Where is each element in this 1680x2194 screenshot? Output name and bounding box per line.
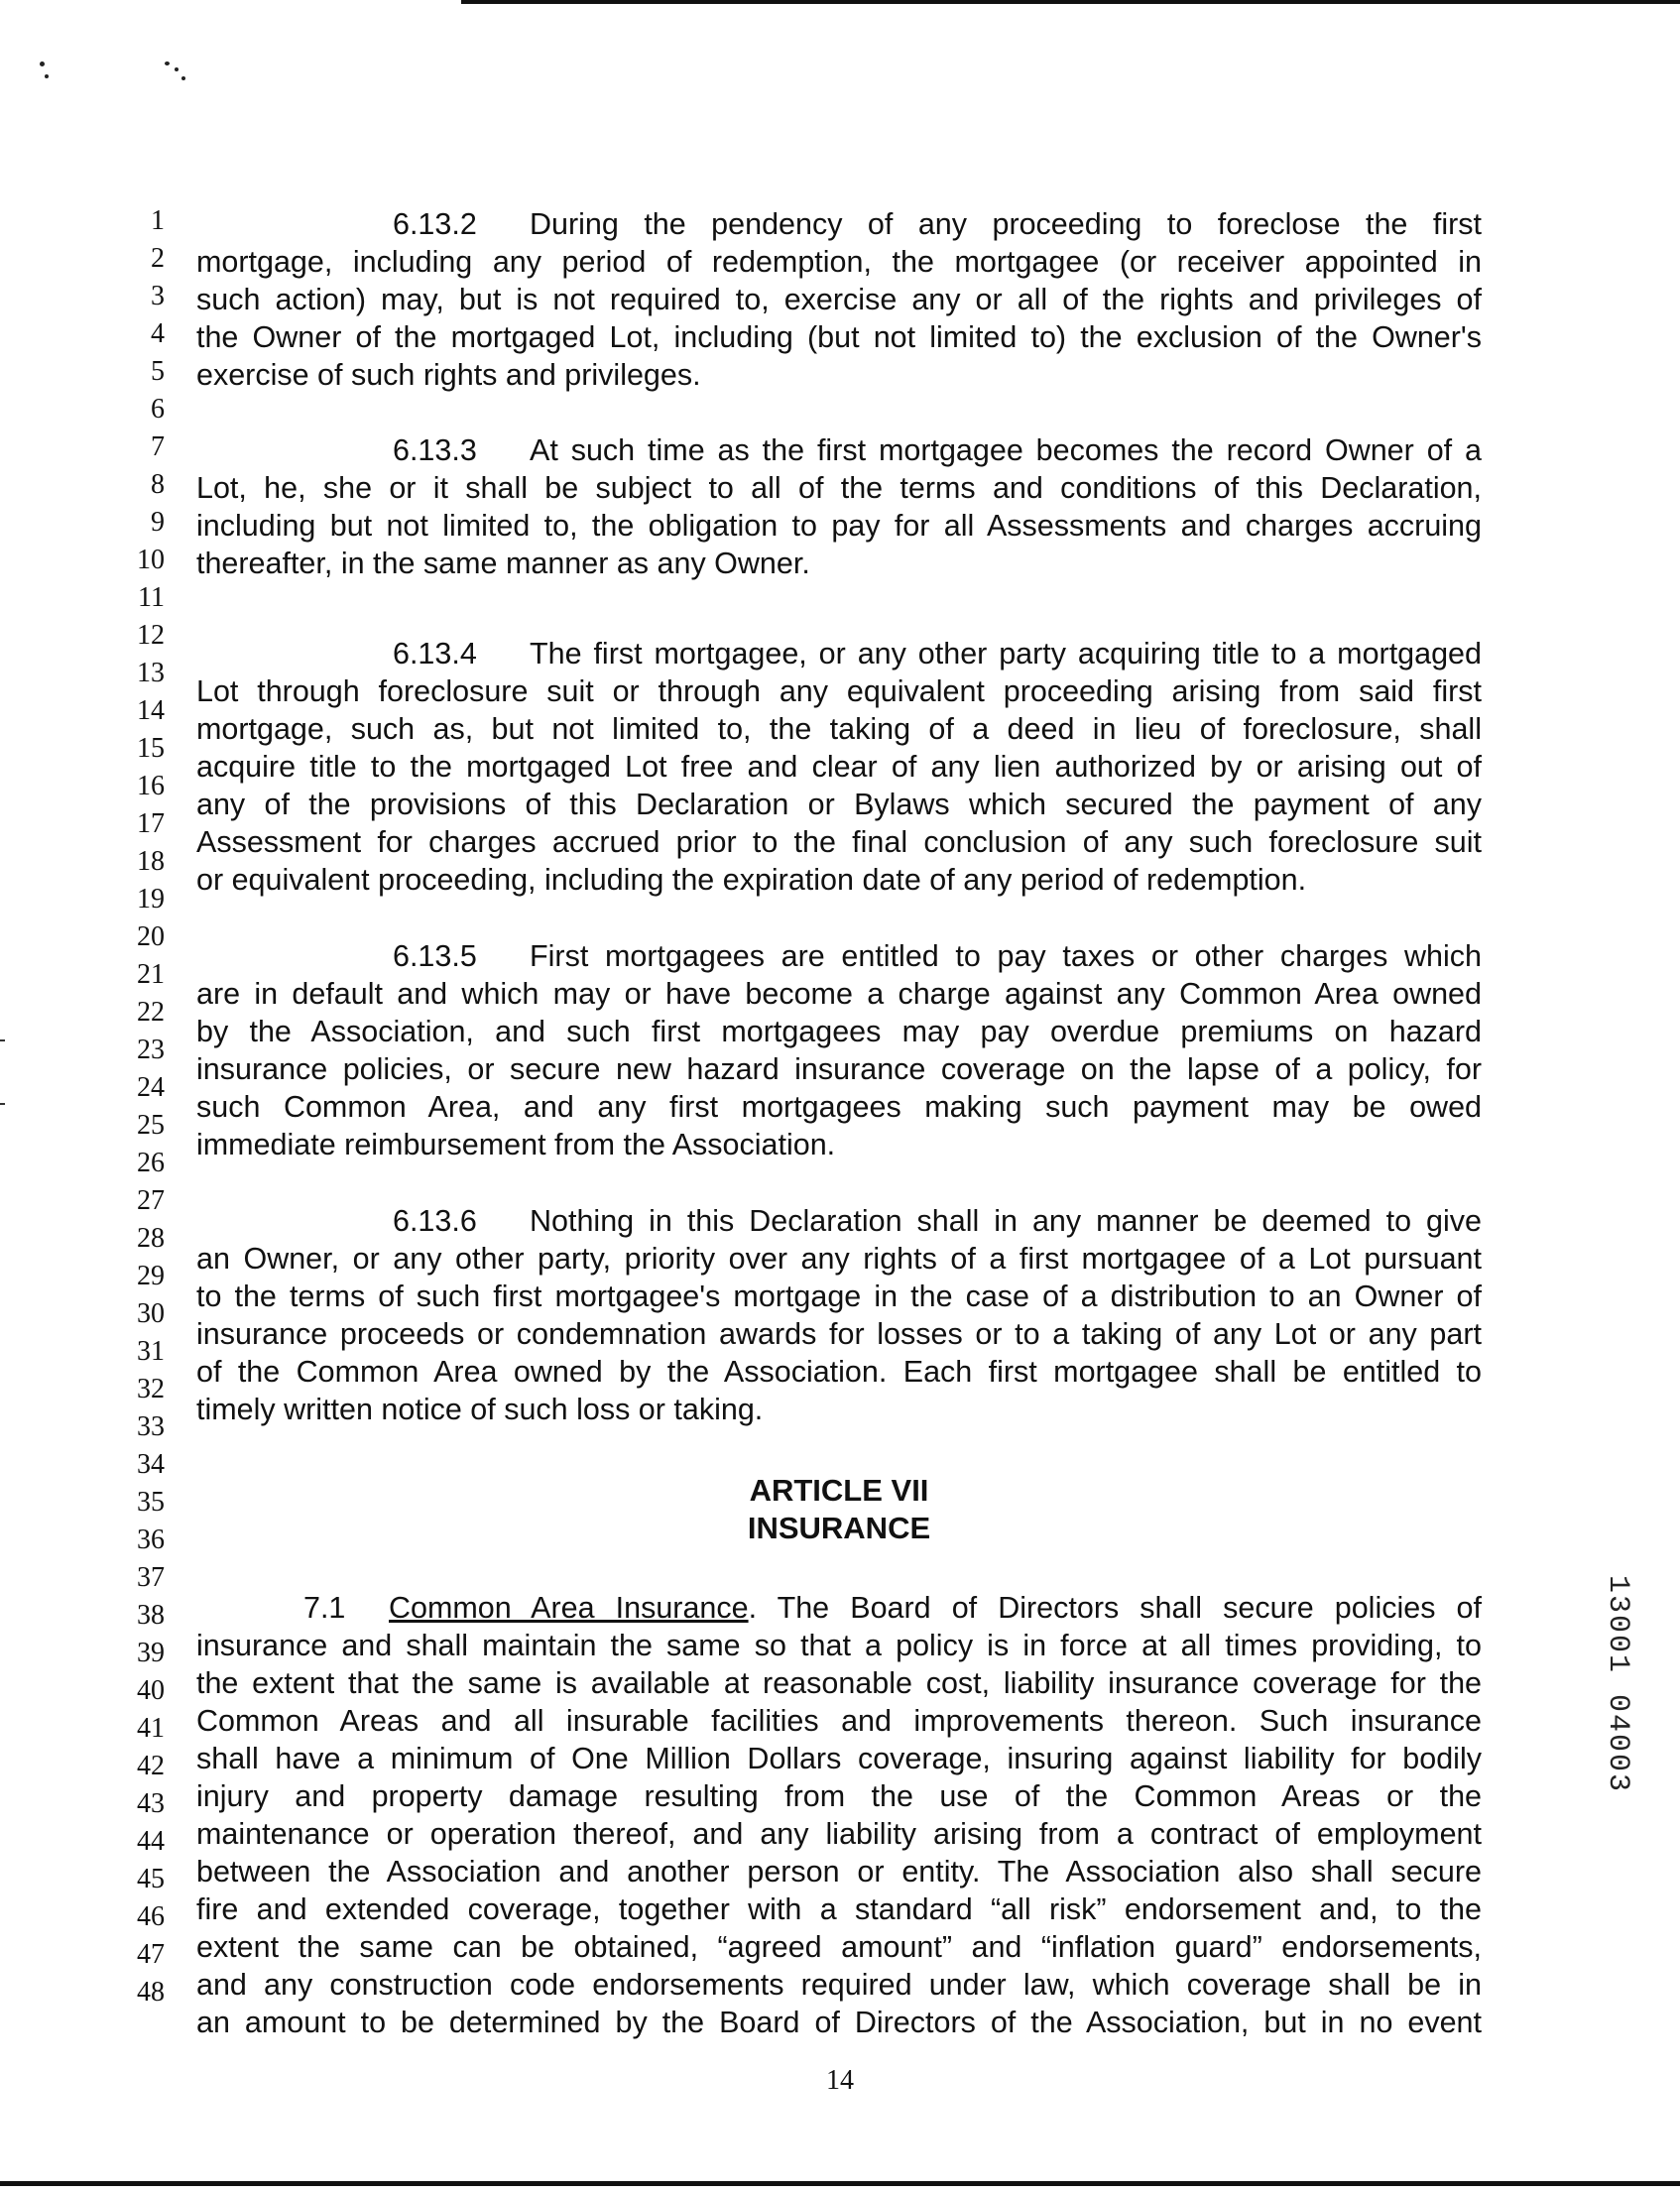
text-line	[196, 1589, 1482, 1627]
line-number: 9	[151, 507, 165, 538]
text-line: Lot, he, she or it shall be subject to all of the terms and conditions of this Declaration,	[196, 471, 1482, 505]
line-number: 34	[137, 1449, 165, 1480]
line-number: 14	[137, 695, 165, 726]
text-line: exercise of such rights and privileges.	[196, 358, 701, 392]
text-line: insurance and shall maintain the same so that a policy is in force at all times providing, to	[196, 1629, 1482, 1662]
line-number: 38	[137, 1600, 165, 1631]
text-line	[196, 1202, 1482, 1240]
line-number: 31	[137, 1336, 165, 1367]
text-line: such action) may, but is not required to, exercise any or all of the rights and privileges of	[196, 283, 1482, 316]
line-number: 40	[137, 1675, 165, 1706]
line-number: 18	[137, 846, 165, 877]
text-line: timely written notice of such loss or taking.	[196, 1393, 764, 1426]
line-number: 27	[137, 1185, 165, 1216]
line-number: 10	[137, 545, 165, 575]
line-number: 43	[137, 1788, 165, 1819]
line-number: 41	[137, 1713, 165, 1744]
line-number: 42	[137, 1751, 165, 1781]
line-number: 46	[137, 1901, 165, 1932]
line-number: 32	[137, 1374, 165, 1404]
section-number: 6.13.4	[393, 637, 477, 670]
line-number: 23	[137, 1035, 165, 1065]
line-number: 15	[137, 733, 165, 764]
line-number: 47	[137, 1939, 165, 1970]
text-line: insurance policies, or secure new hazard insurance coverage on the lapse of a policy, for	[196, 1052, 1482, 1086]
text-line: or equivalent proceeding, including the expiration date of any period of redemption.	[196, 863, 1307, 897]
line-text: During the pendency of any proceeding to foreclose the first	[530, 207, 1482, 241]
section-number: 6.13.2	[393, 207, 477, 241]
text-line: mortgage, such as, but not limited to, the taking of a deed in lieu of foreclosure, shall	[196, 712, 1482, 746]
text-line: any of the provisions of this Declaration or Bylaws which secured the payment of any	[196, 788, 1482, 821]
text-line: fire and extended coverage, together with a standard “all risk” endorsement and, to the	[196, 1892, 1482, 1926]
text-line: Lot through foreclosure suit or through any equivalent proceeding arising from said first	[196, 674, 1482, 708]
line-number: 21	[137, 959, 165, 990]
page-number: 14	[826, 2065, 854, 2096]
line-number: 33	[137, 1411, 165, 1442]
text-line: by the Association, and such first mortgagees may pay overdue premiums on hazard	[196, 1015, 1482, 1048]
line-number: 12	[137, 620, 165, 651]
line-number: 35	[137, 1487, 165, 1518]
line-number: 48	[137, 1977, 165, 2008]
text-line: such Common Area, and any first mortgagees making such payment may be owed	[196, 1090, 1482, 1124]
line-number: 4	[151, 318, 165, 349]
line-number: 1	[151, 205, 165, 236]
line-number: 16	[137, 771, 165, 801]
text-line: are in default and which may or have become a charge against any Common Area owned	[196, 977, 1482, 1011]
line-text: First mortgagees are entitled to pay taxes or other charges which	[530, 939, 1482, 973]
section-number: 6.13.6	[393, 1204, 477, 1238]
line-number: 29	[137, 1261, 165, 1291]
text-line	[196, 937, 1482, 975]
section-number: 7.1	[303, 1591, 346, 1625]
text-line: including but not limited to, the obligation to pay for all Assessments and charges accruing	[196, 509, 1482, 543]
text-line: thereafter, in the same manner as any Owner.	[196, 547, 810, 580]
text-line: acquire title to the mortgaged Lot free and clear of any lien authorized by or arising out of	[196, 750, 1482, 784]
text-line: extent the same can be obtained, “agreed amount” and “inflation guard” endorsements,	[196, 1930, 1482, 1964]
text-line: Assessment for charges accrued prior to the final conclusion of any such foreclosure suit	[196, 825, 1482, 859]
recording-stamp: 13001 04003	[1601, 1575, 1634, 1794]
line-number: 11	[138, 582, 165, 613]
line-number: 22	[137, 997, 165, 1028]
article-title-heading: INSURANCE	[747, 1511, 931, 1545]
line-number: 20	[137, 921, 165, 952]
text-line: shall have a minimum of One Million Dollars coverage, insuring against liability for bodily	[196, 1742, 1482, 1775]
text-line: and any construction code endorsements required under law, which coverage shall be in	[196, 1968, 1482, 2002]
top-scan-edge	[461, 0, 1680, 4]
line-number: 36	[137, 1524, 165, 1555]
line-number: 37	[137, 1562, 165, 1593]
section-number: 6.13.5	[393, 939, 477, 973]
line-number: 45	[137, 1864, 165, 1894]
line-number: 17	[137, 808, 165, 839]
text-line: the Owner of the mortgaged Lot, including (but not limited to) the exclusion of the Owner's	[196, 320, 1482, 354]
text-line: immediate reimbursement from the Association.	[196, 1128, 836, 1161]
text-line: mortgage, including any period of redemption, the mortgagee (or receiver appointed in	[196, 245, 1482, 279]
line-number: 6	[151, 394, 165, 425]
line-number: 25	[137, 1110, 165, 1141]
scan-speck	[175, 67, 179, 71]
text-line: maintenance or operation thereof, and any liability arising from a contract of employment	[196, 1817, 1482, 1851]
line-number: 2	[151, 243, 165, 274]
line-text: At such time as the first mortgagee becomes the record Owner of a	[530, 433, 1482, 467]
line-number: 13	[137, 658, 165, 688]
text-line	[196, 635, 1482, 672]
line-number: 7	[151, 431, 165, 462]
text-line: the extent that the same is available at reasonable cost, liability insurance coverage for the	[196, 1666, 1482, 1700]
line-number: 8	[151, 469, 165, 500]
line-number: 3	[151, 281, 165, 311]
line-number: 28	[137, 1223, 165, 1254]
line-text: The first mortgagee, or any other party acquiring title to a mortgaged	[530, 637, 1482, 670]
line-number: 39	[137, 1638, 165, 1668]
line-number: 19	[137, 884, 165, 914]
scan-speck	[45, 74, 49, 78]
line-text: . The Board of Directors shall secure policies of	[748, 1591, 1482, 1625]
line-number: 30	[137, 1298, 165, 1329]
margin-tick	[0, 1103, 5, 1105]
line-text: Nothing in this Declaration shall in any manner be deemed to give	[530, 1204, 1482, 1238]
text-line	[196, 431, 1482, 469]
line-number: 24	[137, 1072, 165, 1103]
line-number: 5	[151, 356, 165, 387]
text-line: insurance proceeds or condemnation awards for losses or to a taking of any Lot or any part	[196, 1317, 1482, 1351]
text-line	[196, 205, 1482, 243]
text-line: of the Common Area owned by the Association. Each first mortgagee shall be entitled to	[196, 1355, 1482, 1389]
text-line: an Owner, or any other party, priority over any rights of a first mortgagee of a Lot pursuant	[196, 1242, 1482, 1276]
bottom-scan-edge	[0, 2181, 1680, 2186]
text-line: injury and property damage resulting from the use of the Common Areas or the	[196, 1779, 1482, 1813]
text-line: between the Association and another person or entity. The Association also shall secure	[196, 1855, 1482, 1889]
text-line: Common Areas and all insurable facilities and improvements thereon. Such insurance	[196, 1704, 1482, 1738]
line-number: 44	[137, 1826, 165, 1857]
line-number: 26	[137, 1148, 165, 1178]
article-number-heading: ARTICLE VII	[749, 1473, 929, 1508]
scan-speck	[165, 61, 170, 65]
scan-speck	[181, 76, 185, 80]
scan-speck	[40, 61, 45, 66]
section-number: 6.13.3	[393, 433, 477, 467]
margin-tick	[0, 1039, 5, 1041]
text-line: an amount to be determined by the Board of Directors of the Association, but in no event	[196, 2006, 1482, 2039]
section-heading: Common Area Insurance	[389, 1591, 749, 1625]
text-line: to the terms of such first mortgagee's mortgage in the case of a distribution to an Owner of	[196, 1280, 1482, 1313]
